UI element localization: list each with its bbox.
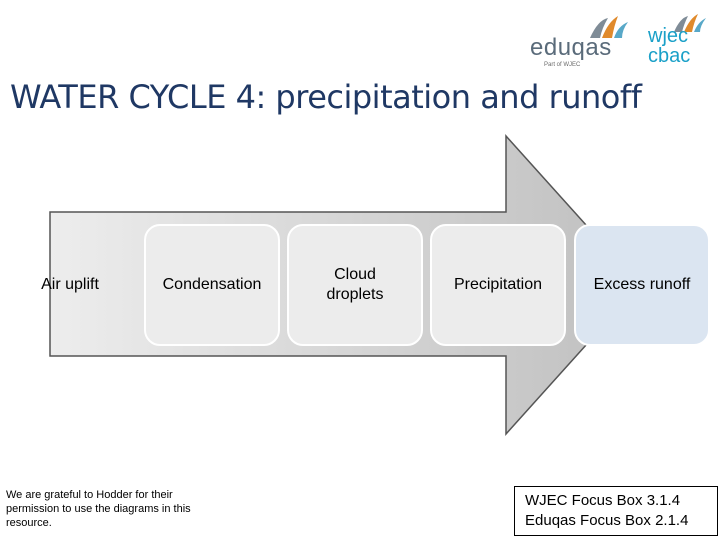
step-label: Precipitation — [453, 276, 543, 293]
step-label: Cloud droplets — [326, 266, 384, 303]
eduqas-focus-label: Eduqas Focus Box 2.1.4 — [525, 512, 689, 529]
credit-note: We are grateful to Hodder for their permission to use the diagrams in this resource. — [6, 489, 191, 529]
focus-box — [514, 486, 718, 536]
step-precipitation — [430, 224, 566, 346]
step-air-uplift — [2, 224, 138, 346]
eduqas-subtitle: Part of WJEC — [544, 62, 581, 68]
step-label: Excess runoff — [593, 276, 691, 293]
eduqas-wordmark: eduqas — [530, 34, 612, 61]
step-excess-runoff — [574, 224, 710, 346]
step-cloud-droplets — [287, 224, 423, 346]
wjec-wordmark: wjec — [648, 25, 689, 47]
wjec-focus-label: WJEC Focus Box 3.1.4 — [525, 492, 681, 509]
step-label: Condensation — [162, 276, 262, 293]
page-title: WATER CYCLE 4: precipitation and runoff — [10, 78, 642, 116]
step-condensation — [144, 224, 280, 346]
cbac-wordmark: cbac — [648, 45, 691, 67]
step-label: Air uplift — [41, 276, 99, 293]
